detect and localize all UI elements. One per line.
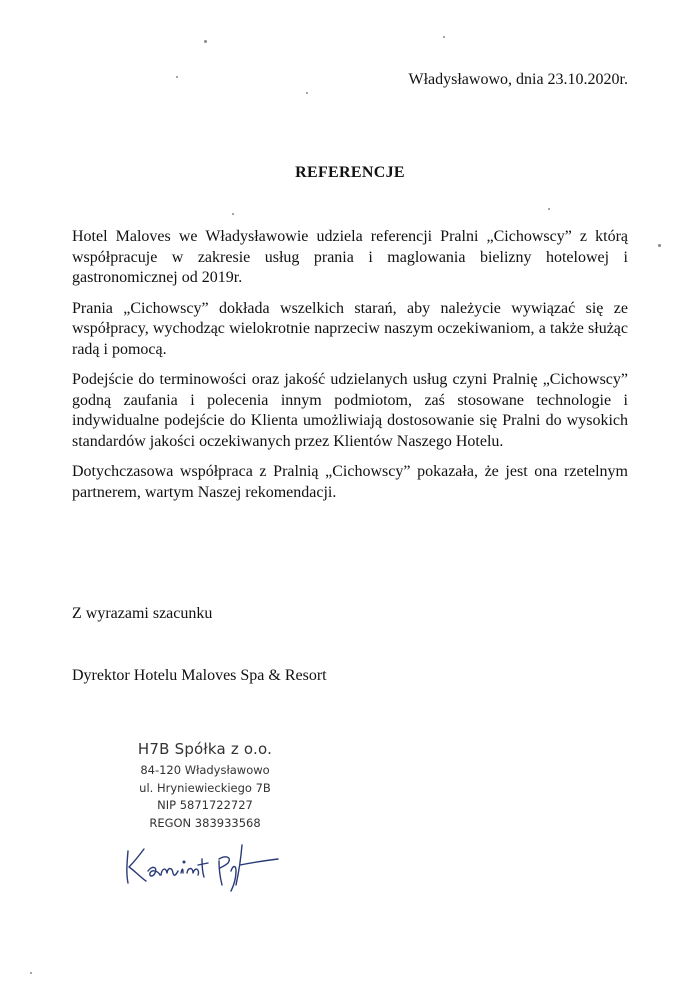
letter-title: REFERENCJE xyxy=(295,164,405,181)
body-paragraph: Dotychczasowa współpraca z Pralnią „Cichowscy” pokazała, że jest ona rzetelnym partnerem, wartym Naszej rekomendacji. xyxy=(72,463,628,501)
body-paragraph: Prania „Cichowscy” dokłada wszelkich starań, aby należycie wywiązać się ze współpracy, wychodząc wielokrotnie naprzeciw naszym oczekiwaniom, a także służąc radą i pomocą. xyxy=(72,299,628,358)
signatory-title: Dyrektor Hotelu Maloves Spa & Resort xyxy=(72,667,327,684)
stamp-address-line: 84-120 Władysławowo xyxy=(140,763,270,777)
stamp-street-line: ul. Hryniewieckiego 7B xyxy=(139,780,271,795)
scan-speck xyxy=(658,244,661,247)
scan-speck xyxy=(443,36,445,38)
stamp-regon-line: REGON 383933568 xyxy=(149,815,261,830)
stamp-nip-line: NIP 5871722727 xyxy=(157,798,253,812)
scan-speck xyxy=(176,76,178,78)
handwritten-signature xyxy=(118,835,283,895)
body-paragraph: Podejście do terminowości oraz jakość udzielanych usług czyni Pralnię „Cichowscy” godną zaufania i polecenia innym podmiotom, zaś stosowane technologie i indywidualne podejście do Klienta umożliwiają dostosowanie się Pralni do wysokich standardów jakości oczekiwanych przez Klientów Naszego Hotelu. xyxy=(72,371,628,450)
letter-date: Władysławowo, dnia 23.10.2020r. xyxy=(408,71,628,88)
scan-speck xyxy=(204,40,207,43)
scan-speck xyxy=(30,972,32,974)
company-stamp xyxy=(125,740,285,832)
scan-speck xyxy=(306,92,308,94)
letter-body xyxy=(72,227,628,513)
stamp-company-name: H7B Spółka z o.o. xyxy=(137,740,273,758)
body-paragraph: Hotel Maloves we Władysławowie udziela referencji Pralni „Cichowscy” z którą współpracuje w zakresie usług prania i maglowania bielizny hotelowej i gastronomicznej od 2019r. xyxy=(72,228,628,286)
closing-phrase: Z wyrazami szacunku xyxy=(72,605,213,622)
scan-speck xyxy=(548,208,550,210)
scan-speck xyxy=(232,213,234,215)
